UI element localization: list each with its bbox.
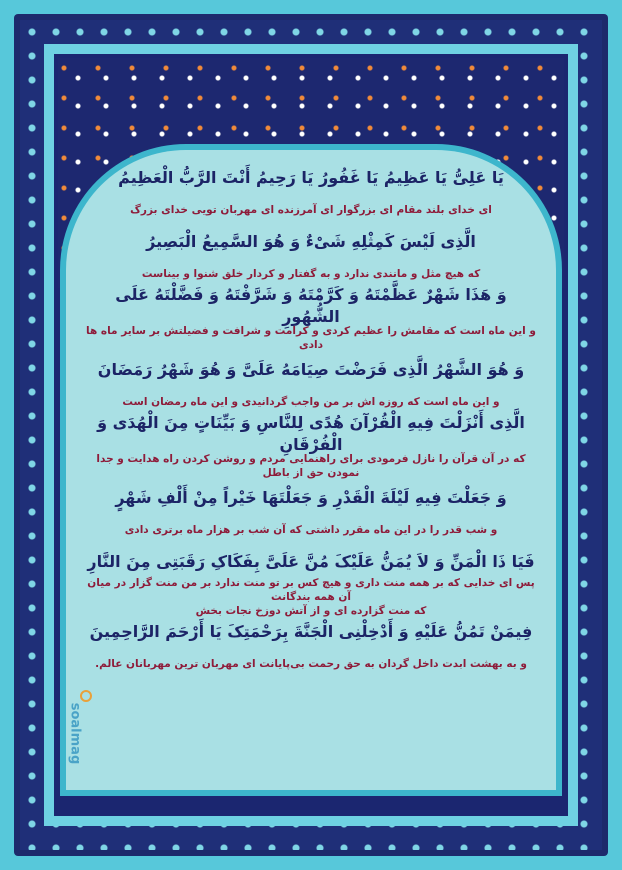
arabic-line-3: وَ هَذَا شَهْرٌ عَظَّمْتَهُ وَ کَرَّمْتَهُ وَ شَرَّفْتَهُ وَ فَضَّلْتَهُ عَلَى الشُّهُورِ <box>115 285 507 326</box>
persian-line-5: که در آن قرآن را نازل فرمودی برای راهنمایی مردم و روشن کردن راه هدایت و جدا نمودن حق از باطل <box>96 453 526 479</box>
arabic-line-8: فِیمَنْ تَمُنُّ عَلَیْهِ وَ أَدْخِلْنِی الْجَنَّةَ بِرَحْمَتِکَ یَا أَرْحَمَ الرَّاحِمِینَ <box>89 622 533 641</box>
arabic-line-6: وَ جَعَلْتَ فِیهِ لَیْلَةَ الْقَدْرِ وَ جَعَلْتَهَا خَیْراً مِنْ أَلْفِ شَهْرٍ <box>115 488 507 507</box>
persian-line-6: و شب قدر را در این ماه مقرر داشتی که آن شب بر هزار ماه برتری دادی <box>124 524 498 536</box>
arabic-line-4: وَ هُوَ الشَّهْرُ الَّذِی فَرَضْتَ صِیَامَهُ عَلَیَّ وَ هُوَ شَهْرُ رَمَضَانَ <box>97 360 525 379</box>
prayer-text <box>66 150 556 790</box>
arabic-line-7: فَیَا ذَا الْمَنِّ وَ لاَ یُمَنُّ عَلَیْکَ مُنَّ عَلَیَّ بِفَکَاکِ رَقَبَتِی مِنَ النَّارِ <box>87 552 535 571</box>
persian-line-7b: که منت گزارده ای و از آتش دوزخ نجات بخش <box>195 605 427 617</box>
arabic-line-1: یَا عَلِیُّ یَا عَظِیمُ یَا غَفُورُ یَا رَحِیمُ أَنْتَ الرَّبُّ الْعَظِیمُ <box>118 168 504 187</box>
arabic-line-2: الَّذِی لَیْسَ کَمِثْلِهِ شَیْ‏ءٌ وَ هُوَ السَّمِیعُ الْبَصِیرُ <box>146 232 476 251</box>
persian-line-2: که هیچ مثل و مانندی ندارد و به گفتار و کردار خلق شنوا و بیناست <box>141 268 481 280</box>
persian-line-3: و این ماه است که مقامش را عظیم کردی و کرامت و شرافت و فضیلتش بر سایر ماه ها دادی <box>86 325 536 351</box>
logo-icon <box>80 690 92 702</box>
persian-line-7: پس ای خدایی که بر همه منت داری و هیچ کس بر تو منت ندارد بر من منت گزار در میان آن همه بندگانت <box>87 577 535 603</box>
persian-line-8: و به بهشت ابدت داخل گردان به حق رحمت بی‌پایانت ای مهربان ترین مهربانان عالم. <box>95 658 527 670</box>
watermark-text: soalmag <box>67 702 83 765</box>
persian-line-1: ای خدای بلند مقام ای بزرگوار ای آمرزنده ای مهربان تویی خدای بزرگ <box>130 204 492 216</box>
arabic-line-5: الَّذِی أَنْزَلْتَ فِیهِ الْقُرْآنَ هُدًى لِلنَّاسِ وَ بَیِّنَاتٍ مِنَ الْهُدَى وَ الْفُرْقَانِ <box>97 413 525 454</box>
persian-line-4: و این ماه است که روزه اش بر من واجب گردانیدی و این ماه رمضان است <box>122 396 500 408</box>
watermark <box>67 690 92 780</box>
